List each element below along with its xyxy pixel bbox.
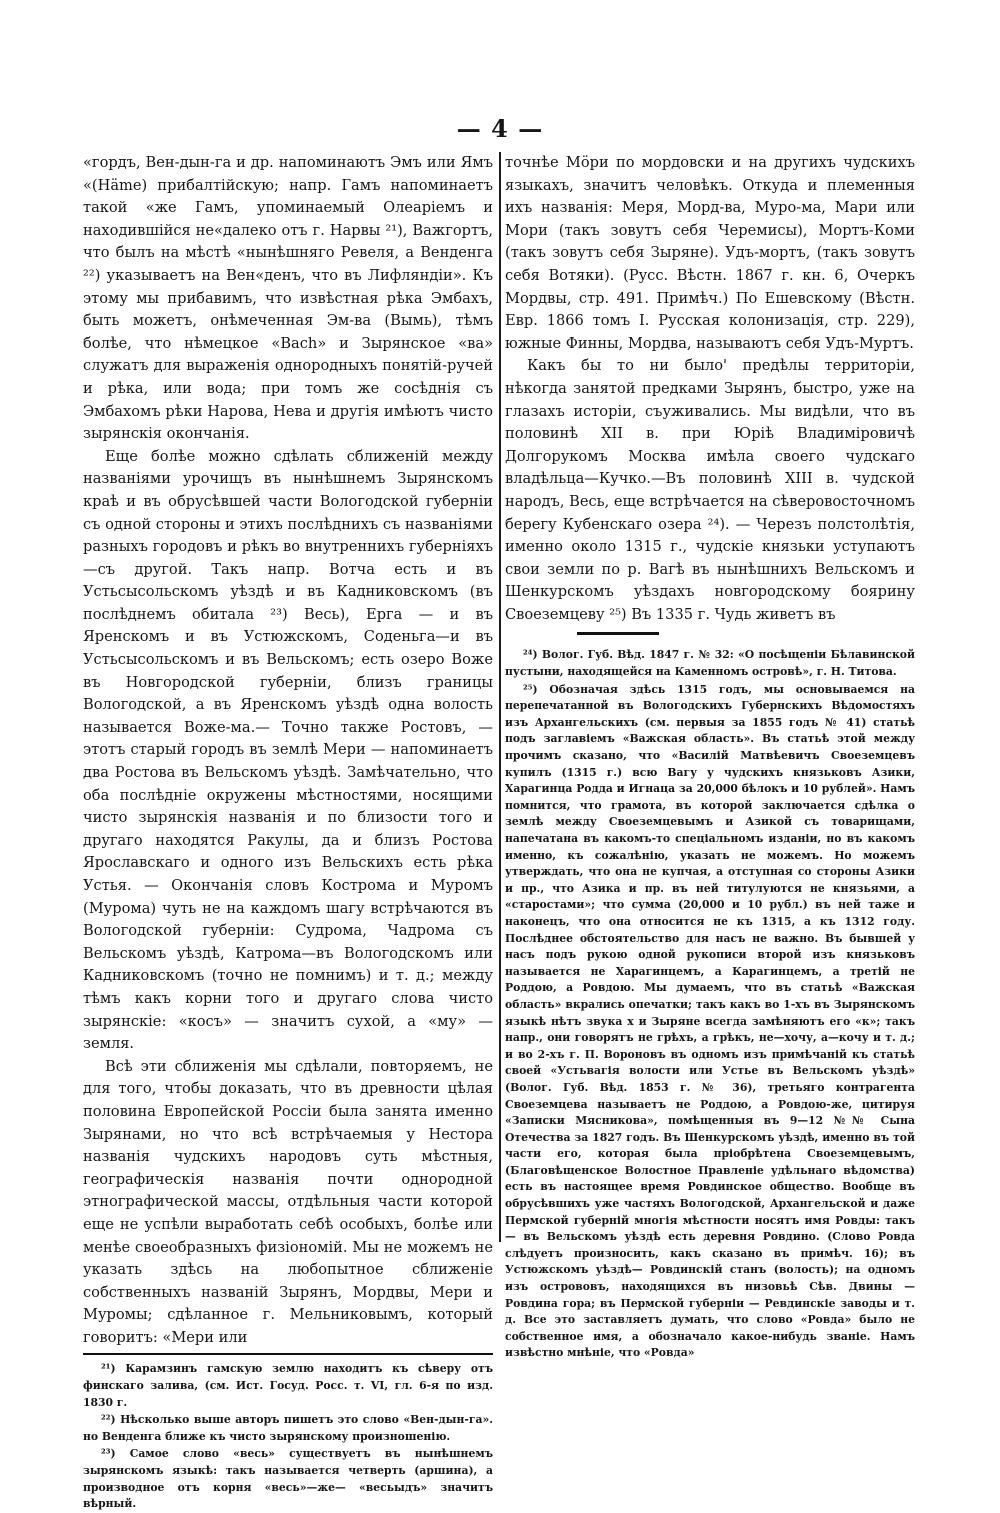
- left-paragraph-3: Всѣ эти сближенія мы сдѣлали, повторяемъ, не для того, чтобы доказать, что въ древности цѣлая половина Европейской Россіи была занята именно Зырянами, но что всѣ встрѣчаемыя у Нестора названія чудскихъ народовъ суть мѣстныя, географическія названія почти однородной этнографической массы, отдѣльныя части которой еще не успѣли выработать себѣ особыхъ, болѣе или менѣе своеобразныхъ физіономій. Мы не можемъ не указать здѣсь на любопытное сближеніе собственныхъ названій Зырянъ, Мордвы, Мери и Муромы; сдѣланное г. Мельниковымъ, который говоритъ: «Мери или: [83, 1057, 493, 1346]
- page-number: — 4 —: [456, 114, 544, 143]
- right-main-text: [505, 152, 915, 626]
- left-footnotes: [83, 1361, 493, 1512]
- column-divider: [499, 152, 501, 1242]
- right-paragraph-1: точнѣе Мöри по мордовски и на другихъ чудскихъ языкахъ, значитъ человѣкъ. Откуда и племенныя ихъ названія: Меря, Морд-ва, Муро-ма, Мари или Мори (такъ зовутъ себя Черемисы), Мортъ-Коми (такъ зовутъ себя Зыряне). Удъ-мортъ, (такъ зовутъ себя Вотяки). (Русс. Вѣстн. 1867 г. кн. 6, Очеркъ Мордвы, стр. 491. Примѣч.) По Ешевскому (Вѣстн. Евр. 1866 томъ I. Русская колонизація, стр. 229), южные Финны, Мордва, называютъ себя Удъ-Муртъ.: [505, 154, 915, 352]
- right-paragraph-2: Какъ бы то ни было' предѣлы территоріи, нѣкогда занятой предками Зырянъ, быстро, уже на глазахъ исторіи, съуживались. Мы видѣли, что въ половинѣ XII в. при Юріѣ Владиміровичѣ Долгорукомъ Москва имѣла своего чудскаго владѣльца—Кучко.—Въ половинѣ XIII в. чудской народъ, Весь, еще встрѣчается на сѣверовосточномъ берегу Кубенскаго озера ²⁴). — Черезъ полстолѣтія, именно около 1315 г., чудскіе князьки уступаютъ свои земли по р. Вагѣ въ нынѣшнихъ Вельскомъ и Шенкурскомъ уѣздахъ новгородскому боярину Своеземцеву ²⁵) Въ 1335 г. Чудь живетъ въ: [505, 357, 915, 623]
- footnote-24: ²⁴) Волог. Губ. Вѣд. 1847 г. № 32: «О посѣщеніи Бѣлавинской пустыни, находящейся на Каменномъ островѣ», г. Н. Титова.: [505, 648, 915, 679]
- left-footnote-rule: [83, 1353, 493, 1355]
- left-paragraph-1: «гордъ, Вен-дын-га и др. напоминаютъ Эмъ или Ямъ «(Häme) прибалтійскую; напр. Гамъ напоминаетъ такой «же Гамъ, упоминаемый Олеаріемъ и находившійся не«далеко отъ г. Нарвы ²¹), Важгортъ, что былъ на мѣстѣ «нынѣшняго Ревеля, а Венденга ²²) указываетъ на Вен«денъ, что въ Лифляндіи». Къ этому мы прибавимъ, что извѣстная рѣка Эмбахъ, быть можетъ, онѣмеченная Эм-ва (Вымь), тѣмъ болѣе, что нѣмецкое «Bach» и Зырянское «ва» служатъ для выраженія однородныхъ понятій-ручей и рѣка, или вода; при томъ же сосѣднія съ Эмбахомъ рѣки Нарова, Нева и другія имѣютъ чисто зырянскія окончанія.: [83, 154, 493, 443]
- left-main-text: [83, 152, 493, 1349]
- footnote-25: ²⁵) Обозначая здѣсь 1315 годъ, мы основываемся на перепечатанной въ Вологодскихъ Губернскихъ Вѣдомостяхъ изъ Архангельскихъ (см. первыя за 1855 годъ № 41) статьѣ подъ заглавіемъ «Важская область». Въ статьѣ этой между прочимъ сказано, что «Василій Матвѣевичъ Своеземцевъ купилъ (1315 г.) всю Вагу у чудскихъ князьковъ Азики, Харагинца Родда и Игнаца за 20,000 бѣлокъ и 10 рублей». Намъ помнится, что грамота, въ которой заключается сдѣлка о землѣ между Своеземцевымъ и Азикой съ товарищами, напечатана въ какомъ-то спеціальномъ изданіи, но въ какомъ именно, къ сожалѣнію, указать не можемъ. Но можемъ утверждать, что она не купчая, а отступная со стороны Азики и пр., что Азика и пр. въ ней титулуются не князьями, а «старостами»; что сумма (20,000 и 10 рубл.) въ ней таже и наконецъ, что она относится не къ 1315, а къ 1312 году. Послѣднее обстоятельство для насъ не важно. Въ бывшей у насъ подъ рукою одной рукописи второй изъ князьковъ называется не Харагинцемъ, а Карагинцемъ, а третій не Роддою, а Ровдою. Мы думаемъ, что въ статьѣ «Важская область» вкрались опечатки; такъ какъ во 1-хъ въ Зырянскомъ языкѣ нѣтъ звука х и Зыряне всегда замѣняютъ его «к»; такъ напр., они говорятъ не грѣхъ, а грѣкъ, не—хочу, а—кочу и т. д.; и во 2-хъ г. П. Вороновъ въ одномъ изъ примѣчаній къ статьѣ своей «Устьвагія волости или Устье въ Вельскомъ уѣздѣ» (Волог. Губ. Вѣд. 1853 г. № 36), третьяго контрагента Своеземцева называетъ не Роддою, а Ровдою-же, цитируя «Записки Мясникова», помѣщенныя въ 9—12 №№ Сына Отечества за 1827 годъ. Въ Шенкурскомъ уѣздѣ, именно въ той части его, которая была пріобрѣтена Своеземцевымъ, (Благовѣщенское Волостное Правленіе удѣльнаго вѣдомства) есть въ настоящее время Ровдинское общество. Вообще въ обрусѣвшихъ уже частяхъ Вологодской, Архангельской и даже Пермской губерній многія мѣстности носятъ имя Ровды: такъ — въ Вельскомъ уѣздѣ есть деревня Ровдино. (Слово Ровда слѣдуетъ произносить, какъ сказано въ примѣч. 16); въ Устюжскомъ уѣздѣ— Ровдинскій станъ (волость); на одномъ изъ острововъ, находящихся въ низовьѣ Сѣв. Двины — Ровдина гора; въ Пермской губерніи — Ревдинскіе заводы и т. д. Все это заставляетъ думать, что слово «Ровда» было не собственное имя, а обозначало какое-нибудь званіе. Намъ извѣстно мнѣніе, что «Ровда»: [505, 682, 915, 1360]
- footnote-23: ²³) Самое слово «весь» существуетъ въ нынѣшнемъ зырянскомъ языкѣ: такъ называется четверть (аршина), а производное отъ корня «весь»—же— «весьыдъ» значитъ вѣрный.: [83, 1447, 493, 1511]
- right-column: [505, 152, 915, 1360]
- right-footnotes: [505, 647, 915, 1362]
- right-footnote-rule: [577, 632, 659, 635]
- footnote-21: ²¹) Карамзинъ гамскую землю находитъ къ сѣверу отъ финскаго залива, (см. Ист. Госуд. Росс. т. VI, гл. 6-я по изд. 1830 г.: [83, 1362, 493, 1409]
- footnote-22: ²²) Нѣсколько выше авторъ пишетъ это слово «Вен-дын-га». но Венденга ближе къ чисто зырянскому произношенію.: [83, 1413, 493, 1443]
- left-column: [83, 152, 493, 1511]
- left-paragraph-2: Еще болѣе можно сдѣлать сближеній между названіями урочищъ въ нынѣшнемъ Зырянскомъ краѣ и въ обрусѣвшей части Вологодской губерніи съ одной стороны и этихъ послѣднихъ съ названіями разныхъ городовъ и рѣкъ во внутреннихъ губерніяхъ—съ другой. Такъ напр. Вотча есть и въ Устьсысольскомъ уѣздѣ и въ Кадниковскомъ (въ послѣднемъ обитала ²³) Весь), Ерга — и въ Яренскомъ и въ Устюжскомъ, Соденьга—и въ Устьсысольскомъ и въ Вельскомъ; есть озеро Воже въ Новгородской губерніи, близъ границы Вологодской, а въ Яренскомъ уѣздѣ одна волость называется Воже-ма.— Точно также Ростовъ, — этотъ старый городъ въ землѣ Мери — напоминаетъ два Ростова въ Вельскомъ уѣздѣ. Замѣчательно, что оба послѣдніе окружены мѣстностями, носящими чисто зырянскія названія и по близости того и другаго находятся Ракулы, да и близъ Ростова Ярославскаго и одного изъ Вельскихъ есть рѣка Устья. — Окончанія словъ Кострома и Муромъ (Мурома) чуть не на каждомъ шагу встрѣчаются въ Вологодской губерніи: Судрома, Чадрома съ Вельскомъ уѣздѣ, Катрома—въ Вологодскомъ или Кадниковскомъ (точно не помнимъ) и т. д.; между тѣмъ какъ корни того и другаго слова чисто зырянскіе: «косъ» — значитъ сухой, а «му» — земля.: [83, 447, 493, 1053]
